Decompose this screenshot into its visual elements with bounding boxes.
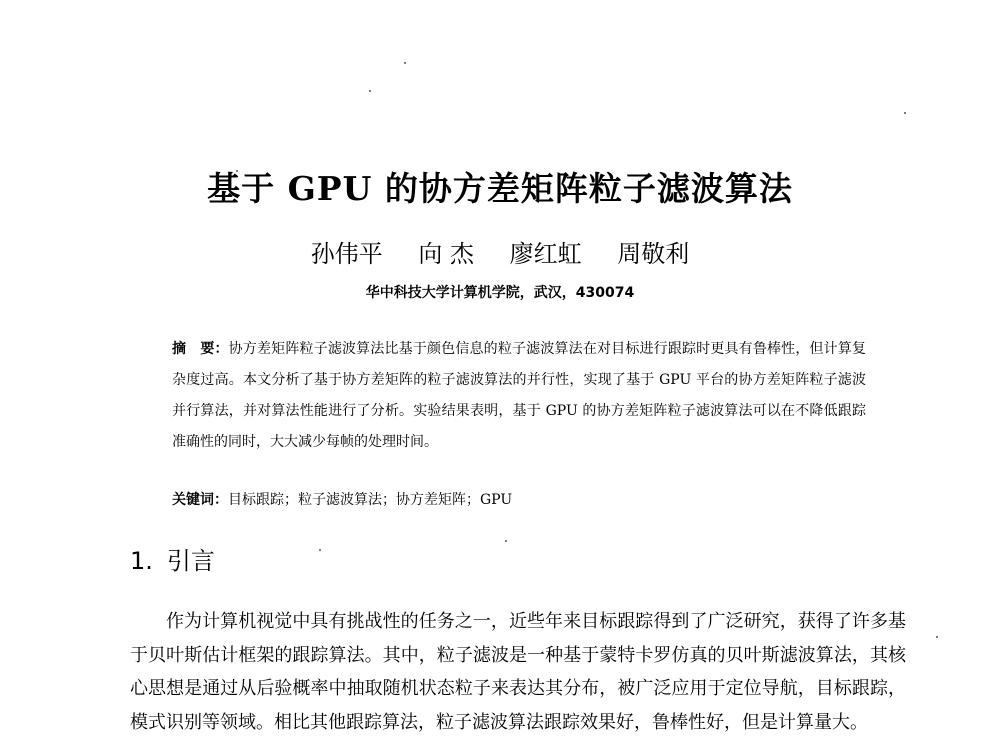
scan-speck: [904, 112, 906, 114]
scan-speck: [369, 90, 371, 92]
affiliation: 华中科技大学计算机学院，武汉，430074: [365, 285, 635, 301]
abstract-text: 协方差矩阵粒子滤波算法比基于颜色信息的粒子滤波算法在对目标进行跟踪时更具有鲁棒性，但计算复杂度过高。本文分析了基于协方差矩阵的粒子滤波算法的并行性，实现了基于 GPU 平台的协方差矩阵粒子滤波并行算法，并对算法性能进行了分析。实验结果表明，基于 GPU 的协方差矩阵粒子滤波算法可以在不降低跟踪准确性的同时，大大减少每帧的处理时间。: [172, 341, 867, 450]
scan-speck: [319, 549, 321, 551]
keywords: [172, 489, 866, 509]
author-name: 周敬利: [617, 240, 690, 268]
author-list: [0, 234, 1000, 269]
section-heading: [130, 541, 215, 576]
author-name: 向 杰: [418, 240, 474, 268]
author-name: 廖红虹: [509, 240, 582, 268]
author-name: 孙伟平: [310, 240, 383, 268]
scan-speck: [404, 62, 406, 64]
paper-title: 基于 GPU 的协方差矩阵粒子滤波算法: [207, 169, 793, 208]
abstract-label: 摘 要：: [172, 341, 229, 357]
keywords-text: 目标跟踪；粒子滤波算法；协方差矩阵；GPU: [228, 492, 513, 508]
body-paragraph: 作为计算机视觉中具有挑战性的任务之一，近些年来目标跟踪得到了广泛研究，获得了许多基于贝叶斯估计框架的跟踪算法。其中，粒子滤波是一种基于蒙特卡罗仿真的贝叶斯滤波算法，其核心思想是通过从后验概率中抽取随机状态粒子来表达其分布，被广泛应用于定位导航，目标跟踪，模式识别等领域。相比其他跟踪算法，粒子滤波算法跟踪效果好，鲁棒性好，但是计算量大。: [130, 611, 906, 733]
section-number: 1.: [130, 547, 153, 575]
keywords-label: 关键词：: [172, 492, 228, 508]
abstract: [172, 334, 866, 458]
scan-speck: [505, 540, 507, 542]
scan-speck: [936, 636, 938, 638]
section-title: 引言: [166, 547, 215, 575]
